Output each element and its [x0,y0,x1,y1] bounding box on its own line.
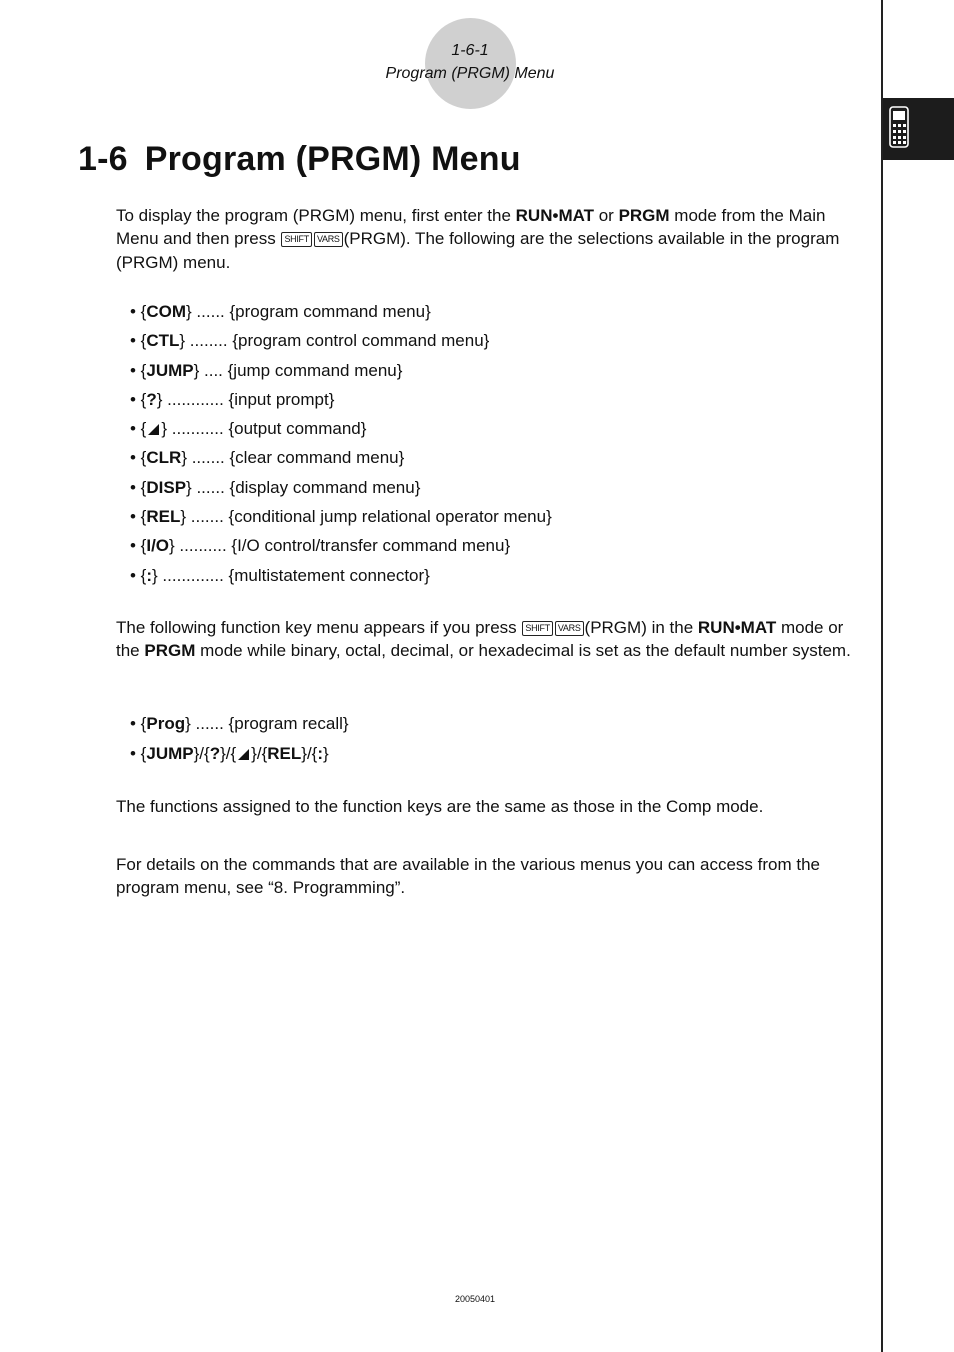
header-badge [425,18,516,109]
details-note: For details on the commands that are available in the various menus you can access from the program menu, see “8. Programming”. [116,855,820,898]
vars-key-icon: VARS [555,621,584,636]
shift-key-icon: SHIFT [522,621,553,636]
intro-paragraph: To display the program (PRGM) menu, first enter the RUN•MAT or PRGM mode from the Main Menu and then press SHIFT VARS (PRGM). The following are the selections available in the program (PRGM) menu. [116,206,840,272]
list-item: • {:} ............. {multistatement connector} [130,565,430,585]
chapter-tab [883,98,954,160]
list-item: • {?} ............ {input prompt} [130,389,335,409]
list-item: • {REL} ....... {conditional jump relational operator menu} [130,507,552,527]
list-item: • {JUMP}/{?}/{ }/{REL}/{:} [130,744,329,763]
prgm-menu-list [130,301,552,594]
functions-note: The functions assigned to the function keys are the same as those in the Comp mode. [116,797,764,816]
binary-menu-list [130,713,349,773]
list-item: • {CLR} ....... {clear command menu} [130,448,405,468]
list-item: • {Prog} ...... {program recall} [130,714,349,733]
running-header-title: Program (PRGM) Menu [385,65,555,82]
triangle-output-icon [238,749,249,760]
triangle-output-icon [148,424,159,435]
section-heading [78,140,521,179]
vars-key-icon: VARS [314,232,343,247]
shift-key-icon: SHIFT [281,232,312,247]
list-item: • { } ........... {output command} [130,419,367,439]
calculator-icon [889,106,909,148]
list-item: • {COM} ...... {program command menu} [130,302,431,321]
binary-paragraph: The following function key menu appears if you press SHIFT VARS (PRGM) in the RUN•MAT mode or the PRGM mode while binary, octal, decimal, or hexadecimal is set as the default number system. [116,618,851,661]
list-item: • {I/O} .......... {I/O control/transfer command menu} [130,536,511,556]
footer-code: 20050401 [454,1294,496,1304]
list-item: • {DISP} ...... {display command menu} [130,477,421,497]
list-item: • {CTL} ........ {program control command menu} [130,331,490,351]
section-title: Program (PRGM) Menu [144,140,521,178]
page-number: 1-6-1 [451,42,489,59]
section-number: 1-6 [78,140,128,178]
list-item: • {JUMP} .... {jump command menu} [130,360,403,380]
page-edge-rule [881,0,883,1352]
